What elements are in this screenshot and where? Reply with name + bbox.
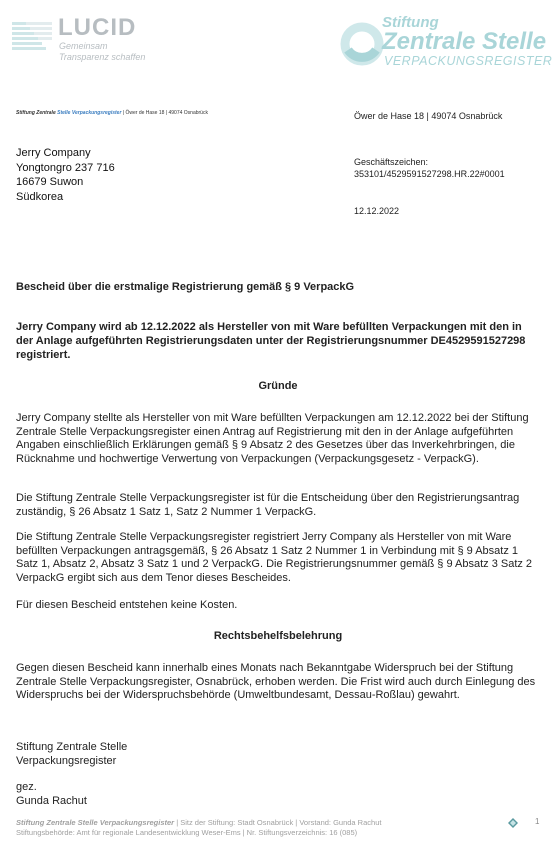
zsvr-logo xyxy=(338,14,553,70)
sender-name-highlight: Stelle Verpackungsregister xyxy=(57,110,122,116)
address-right: Öwer de Hase 18 | 49074 Osnabrück xyxy=(354,111,503,121)
recipient-address xyxy=(16,146,115,204)
subject-line: Bescheid über die erstmalige Registrierung gemäß § 9 VerpackG xyxy=(16,281,355,293)
footer-diamond-icon xyxy=(508,818,518,828)
signature-org-2: Verpackungsregister xyxy=(16,755,117,767)
reference-value: 353101/4529591527298.HR.22#0001 xyxy=(354,168,505,179)
paragraph-2: Die Stiftung Zentrale Stelle Verpackungsregister ist für die Entscheidung über den Registrierungsantrag zuständig, § 26 Absatz 1 Satz 1, Satz 2 Nummer 1 VerpackG. xyxy=(16,492,520,518)
paragraph-1: Jerry Company stellte als Hersteller von mit Ware befüllten Verpackungen am 12.12.2022 bei der Stiftung Zentrale Stelle Verpackungsregister einen Antrag auf Registrierung mit den in der Anlage aufgeführten Angaben einschließlich Erklärungen gemäß § 9 Absatz 2 des Gesetzes über das Inverkehrbringen, die Rücknahme und hochwertige Verwertung von Verpackungen (Verpackungsgesetz - VerpackG). xyxy=(16,412,529,465)
sender-address: | Öwer de Hase 18 | 49074 Osnabrück xyxy=(121,110,208,116)
page-number: 1 xyxy=(535,817,540,826)
footer-line-2: Stiftungsbehörde: Amt für regionale Landesentwicklung Weser-Ems | Nr. Stiftungsverzeichnis: 16 (085) xyxy=(16,828,358,837)
rechtsbehelf-text: Gegen diesen Bescheid kann innerhalb eines Monats nach Bekanntgabe Widerspruch bei der Stiftung Zentrale Stelle Verpackungsregister, Osnabrück, erhoben werden. Die Frist wird auch durch Einlegung des Widerspruchs bei der Widerspruchsbehörde (Umweltbundesamt, Dessau-Roßlau) gewahrt. xyxy=(16,662,536,701)
zsvr-line1: Stiftung xyxy=(382,14,439,31)
paragraph-4: Für diesen Bescheid entstehen keine Kosten. xyxy=(16,599,238,611)
rechtsbehelf-heading: Rechtsbehelfsbelehrung xyxy=(213,630,343,642)
sender-line xyxy=(16,110,208,116)
recipient-country: Südkorea xyxy=(16,190,64,203)
footer-line-1 xyxy=(16,818,381,828)
document-date: 12.12.2022 xyxy=(354,206,400,216)
footer-line-1-rest: | Sitz der Stiftung: Stadt Osnabrück | Vorstand: Gunda Rachut xyxy=(174,818,382,827)
lucid-wordmark: LUCID xyxy=(58,14,137,41)
paragraph-3: Die Stiftung Zentrale Stelle Verpackungsregister registriert Jerry Company als Hersteller von mit Ware befüllten Verpackungen antragsgemäß, § 26 Absatz 1 Satz 2 Nummer 1 in Verbindung mit § 9 Absatz 1 Satz 1, Absatz 2, Absatz 3 Satz 1 und 2 VerpackG. Die Registrierungsnummer gemäß § 9 Absatz 3 Satz 2 VerpackG ergibt sich aus dem Tenor dieses Bescheides. xyxy=(16,531,533,584)
signature-gez: gez. xyxy=(16,781,37,793)
recipient-name: Jerry Company xyxy=(16,147,91,159)
lucid-tagline-2: Transparenz schaffen xyxy=(59,52,146,62)
tenor-text: Jerry Company wird ab 12.12.2022 als Hersteller von mit Ware befüllten Verpackungen mit den in der Anlage aufgeführten Registrierungsdaten unter der Registrierungsnummer DE4529591527298 registriert. xyxy=(16,321,526,361)
signature-org-1: Stiftung Zentrale Stelle xyxy=(16,741,128,753)
zsvr-line3: VERPACKUNGSREGISTER xyxy=(384,54,553,68)
recipient-city: 16679 Suwon xyxy=(16,176,84,188)
lucid-stripes-icon xyxy=(12,18,54,56)
footer-org: Stiftung Zentrale Stelle Verpackungsregister xyxy=(16,818,175,827)
signature-name: Gunda Rachut xyxy=(16,795,87,807)
lucid-tagline xyxy=(59,41,145,63)
lucid-tagline-1: Gemeinsam xyxy=(59,41,108,51)
sender-name: Stiftung Zentrale xyxy=(16,110,58,116)
zsvr-line2: Zentrale Stelle xyxy=(382,28,547,55)
recipient-street: Yongtongro 237 716 xyxy=(16,161,115,174)
gruende-heading: Gründe xyxy=(258,380,298,392)
reference-label: Geschäftszeichen: xyxy=(354,157,429,167)
reference-block xyxy=(354,157,505,180)
zsvr-ring-icon xyxy=(338,20,386,68)
lucid-logo xyxy=(12,14,152,62)
signature-block xyxy=(16,740,127,808)
footer xyxy=(16,818,381,838)
